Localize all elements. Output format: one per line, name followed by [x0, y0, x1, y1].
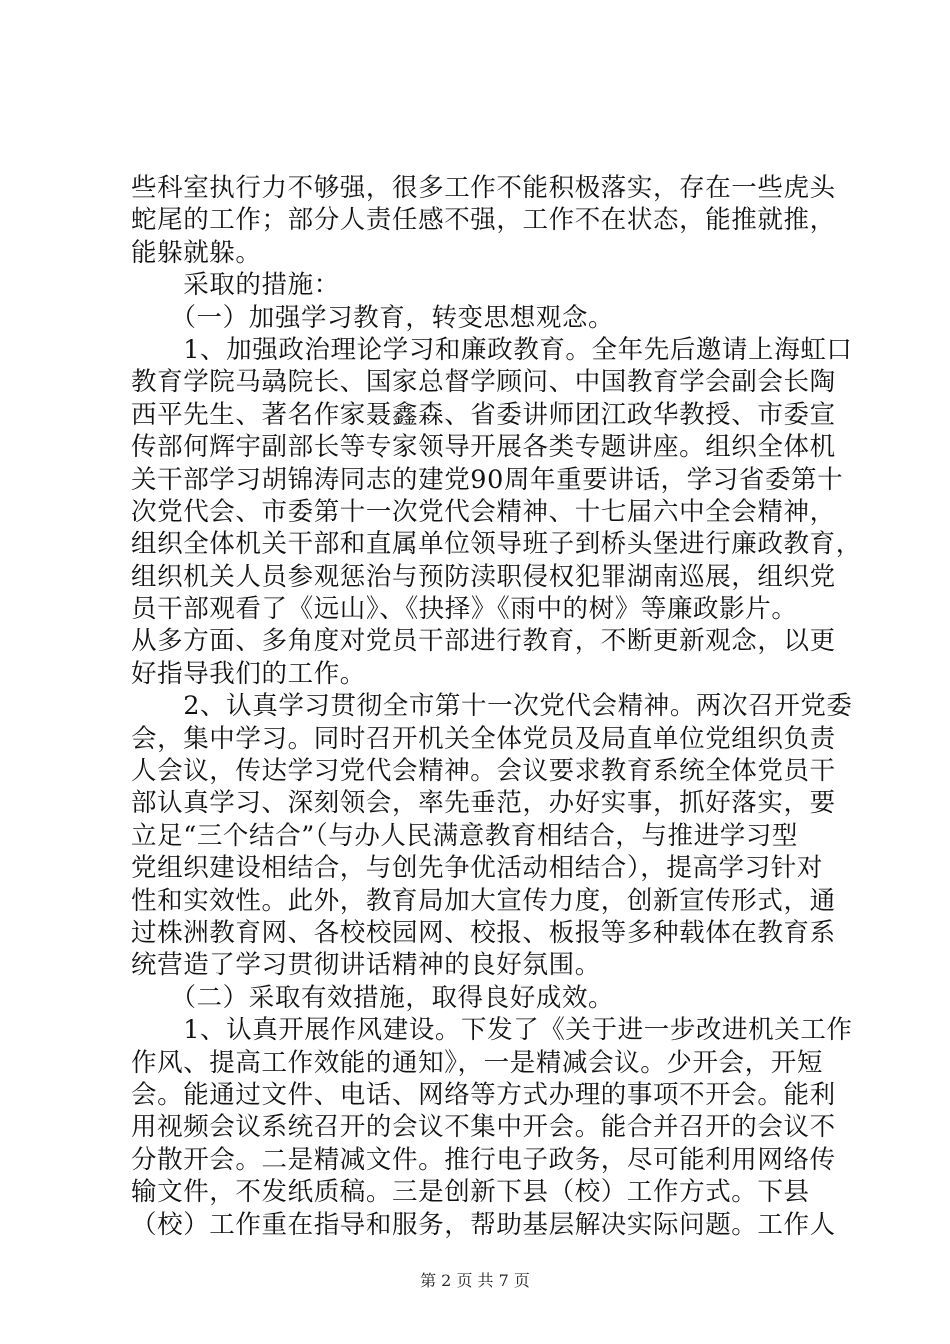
text-line: 员干部观看了《远山》、《抉择》《雨中的树》等廉政影片。 [131, 594, 798, 625]
text-line: 从多方面、多角度对党员干部进行教育，不断更新观念，以更 [131, 626, 836, 657]
text-line: 分散开会。二是精减文件。推行电子政务，尽可能利用网络传 [131, 1144, 836, 1175]
section-heading: 采取的措施： [131, 270, 340, 301]
text-line: 蛇尾的工作；部分人责任感不强，工作不在状态，能推就推， [131, 205, 836, 236]
text-line: 1、认真开展作风建设。下发了《关于进一步改进机关工作 [131, 1015, 853, 1046]
section-heading: （一）加强学习教育，转变思想观念。 [131, 302, 615, 333]
text-line: 传部何辉宇副部长等专家领导开展各类专题讲座。组织全体机 [131, 432, 836, 463]
text-line: 教育学院马骉院长、国家总督学顾问、中国教育学会副会长陶 [131, 367, 836, 398]
text-line: 能躲就躲。 [131, 237, 262, 268]
text-line: 性和实效性。此外，教育局加大宣传力度，创新宣传形式，通 [131, 885, 836, 916]
text-line: 立足“三个结合”（与办人民满意教育相结合，与推进学习型 [131, 820, 799, 851]
text-line: 部认真学习、深刻领会，率先垂范，办好实事，抓好落实，要 [131, 788, 836, 819]
document-body [131, 172, 862, 1241]
text-line: 西平先生、著名作家聂鑫森、省委讲师团江政华教授、市委宣 [131, 399, 836, 430]
text-line: 好指导我们的工作。 [131, 658, 366, 689]
text-line: 1、加强政治理论学习和廉政教育。全年先后邀请上海虹口 [131, 334, 853, 365]
text-line: 人会议，传达学习党代会精神。会议要求教育系统全体党员干 [131, 756, 836, 787]
text-line: 组织机关人员参观惩治与预防渎职侵权犯罪湖南巡展，组织党 [131, 561, 836, 592]
text-line: （校）工作重在指导和服务，帮助基层解决实际问题。工作人 [131, 1209, 836, 1240]
text-line: 会。能通过文件、电话、网络等方式办理的事项不开会。能利 [131, 1079, 836, 1110]
text-line: 用视频会议系统召开的会议不集中开会。能合并召开的会议不 [131, 1112, 836, 1143]
text-line: 些科室执行力不够强，很多工作不能积极落实，存在一些虎头 [131, 173, 836, 203]
text-line: 组织全体机关干部和直属单位领导班子到桥头堡进行廉政教育， [131, 529, 862, 560]
text-line: 会，集中学习。同时召开机关全体党员及局直单位党组织负责 [131, 723, 836, 754]
section-heading: （二）采取有效措施，取得良好成效。 [131, 982, 615, 1013]
text-line: 统营造了学习贯彻讲话精神的良好氛围。 [131, 950, 601, 981]
text-line: 2、认真学习贯彻全市第十一次党代会精神。两次召开党委 [131, 691, 853, 722]
page-number-footer: 第 2 页 共 7 页 [420, 1271, 530, 1290]
text-line: 次党代会、市委第十一次党代会精神、十七届六中全会精神， [131, 496, 836, 527]
text-line: 作风、提高工作效能的通知》，一是精减会议。少开会，开短 [131, 1047, 823, 1078]
text-line: 关干部学习胡锦涛同志的建党90周年重要讲话，学习省委第十 [131, 464, 844, 495]
text-line: 过株洲教育网、各校校园网、校报、板报等多种载体在教育系 [131, 917, 836, 948]
text-line: 党组织建设相结合，与创先争优活动相结合），提高学习针对 [131, 853, 823, 884]
text-line: 输文件，不发纸质稿。三是创新下县（校）工作方式。下县 [131, 1177, 810, 1208]
